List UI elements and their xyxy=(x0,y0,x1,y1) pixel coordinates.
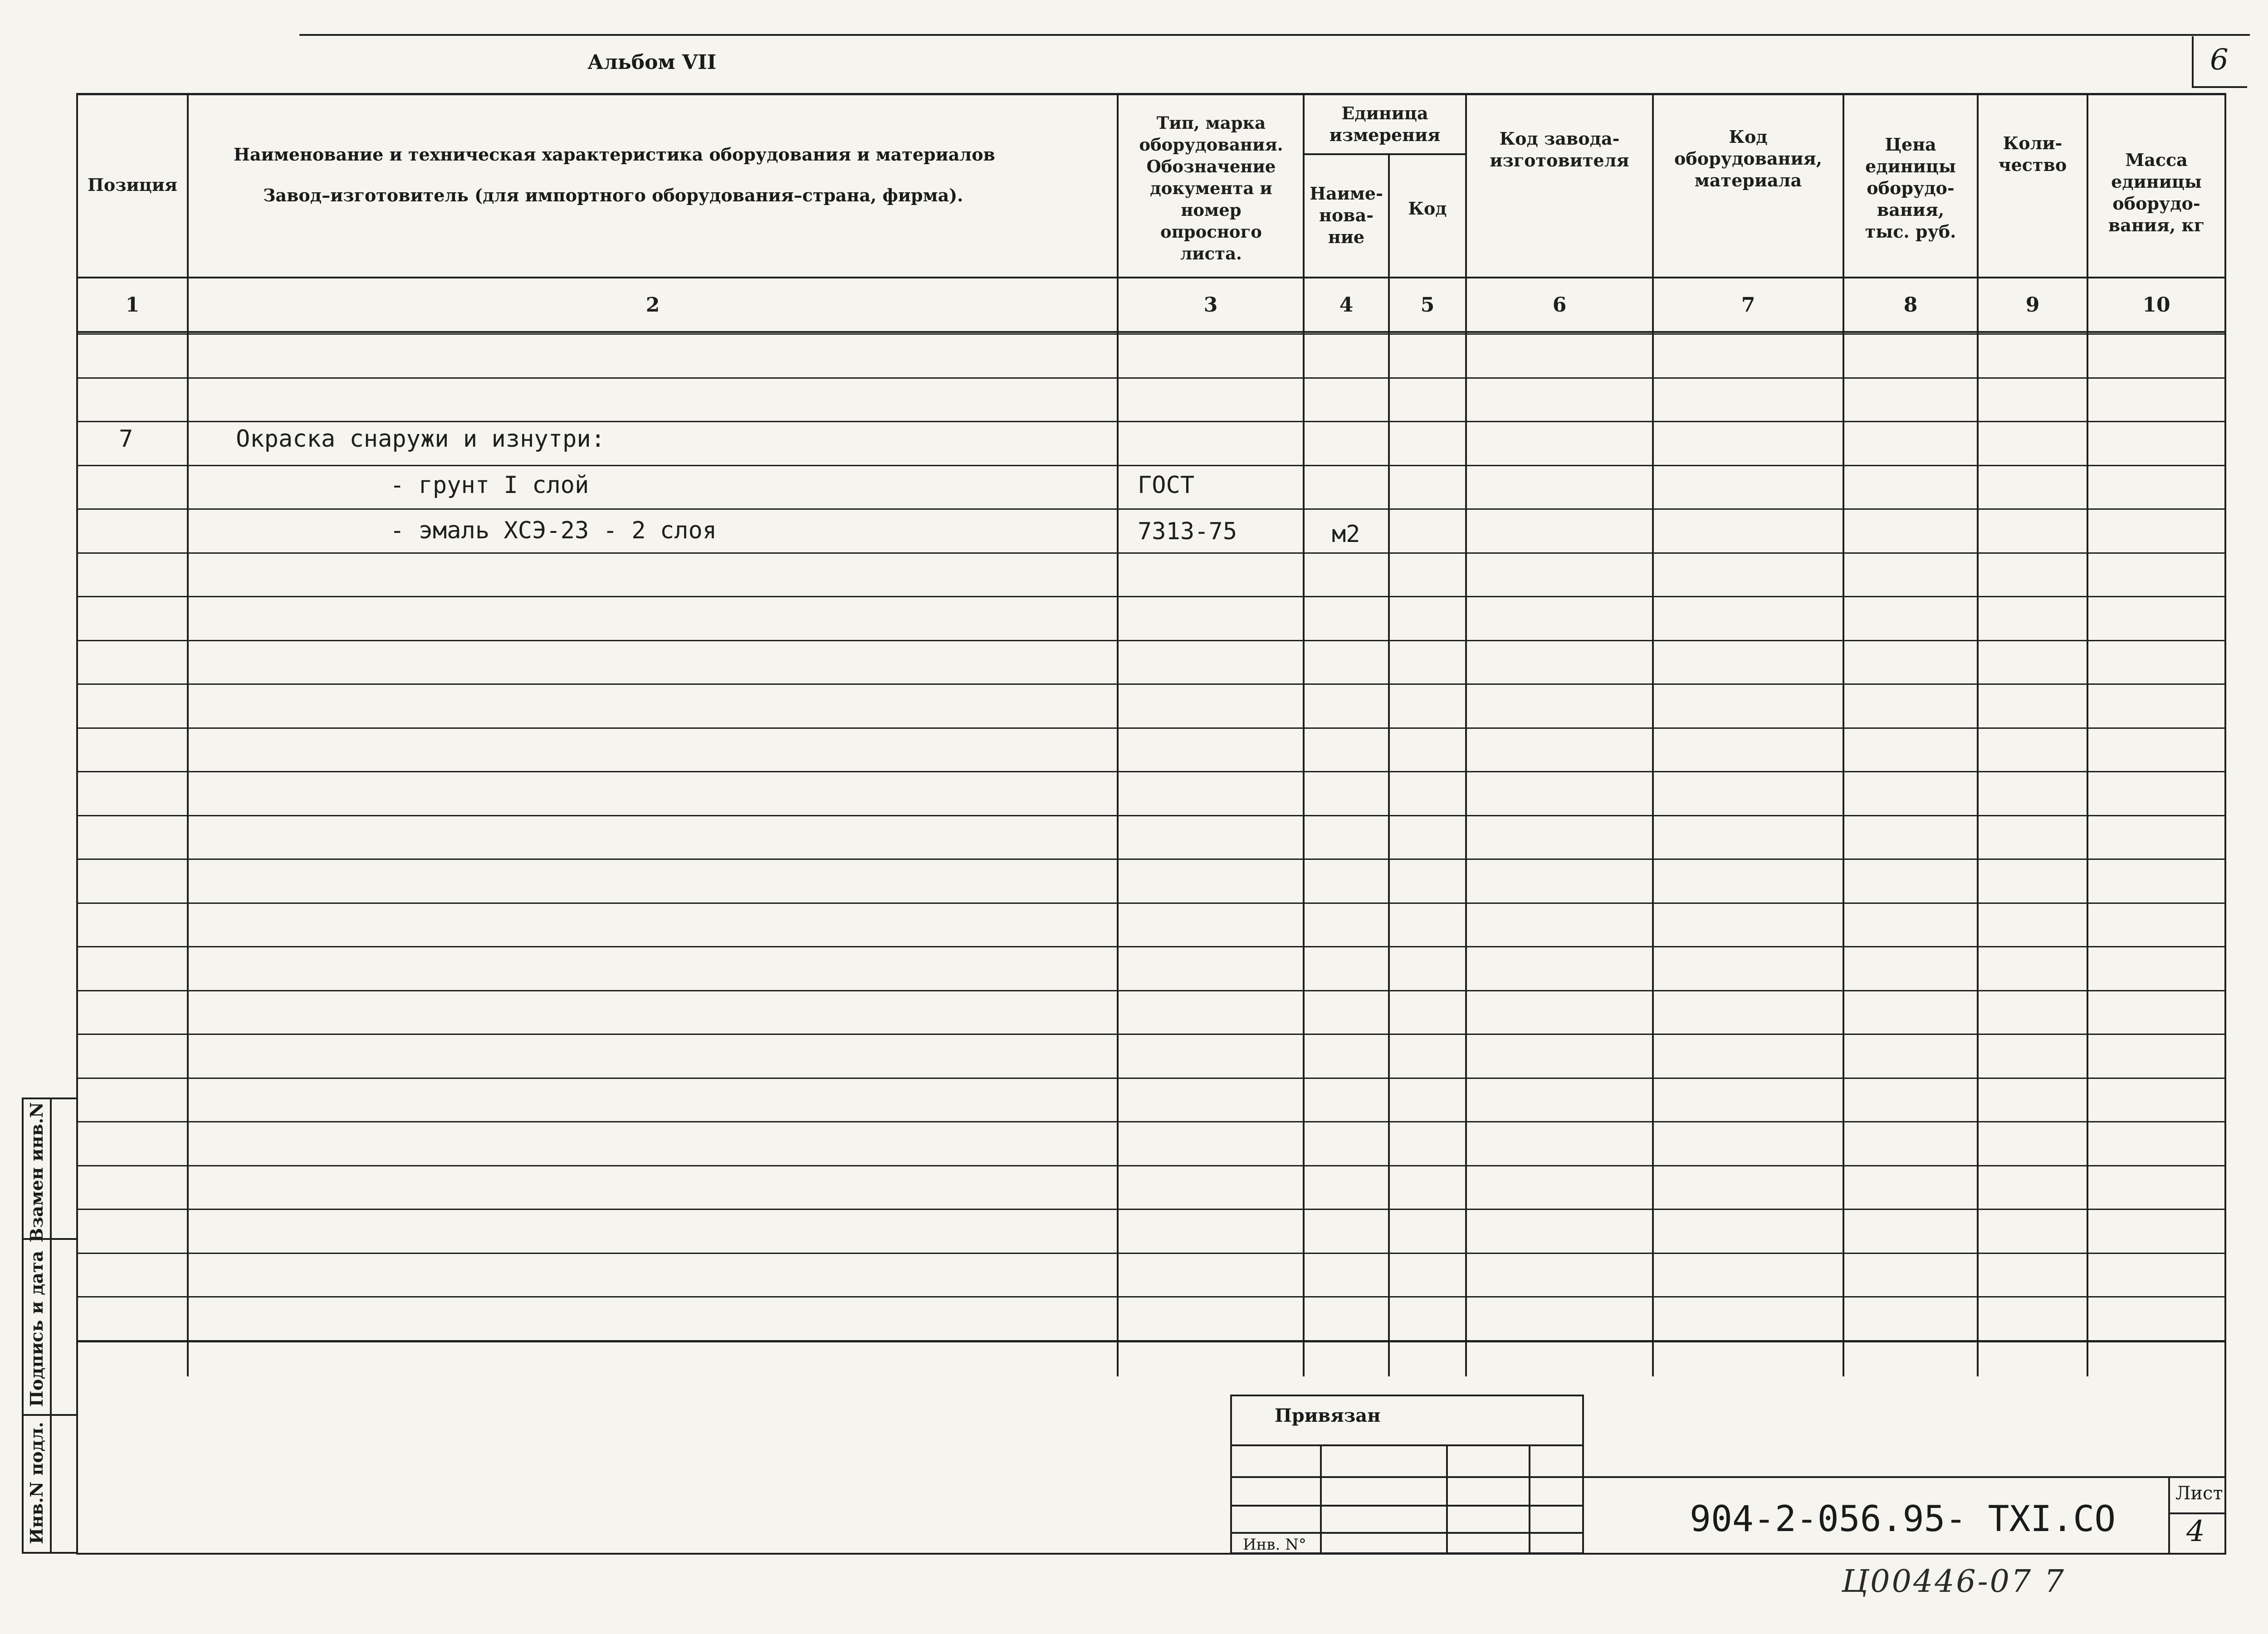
row-3-name: - эмаль ХСЭ-23 - 2 слоя xyxy=(390,517,717,544)
row-line xyxy=(76,1209,2226,1210)
col-number-4: 4 xyxy=(1339,293,1354,317)
row-2-type: ГОСТ xyxy=(1138,472,1195,499)
row-line xyxy=(76,1121,2226,1122)
row-line xyxy=(76,1165,2226,1166)
row-line xyxy=(76,465,2226,466)
header-equipment-code: Код оборудования, материала xyxy=(1674,127,1822,190)
col-number-7: 7 xyxy=(1741,293,1755,317)
row-3-type: 7313-75 xyxy=(1138,518,1237,545)
side-label-sign-date: Подпись и дата xyxy=(26,1250,47,1407)
header-unit-code: Код xyxy=(1408,198,1447,219)
row-3-unit: м2 xyxy=(1332,521,1360,548)
header-type-mark: Тип, марка оборудования. Обозначение документа и номер опросного листа. xyxy=(1139,113,1283,263)
archive-number: Ц00446-07 7 xyxy=(1842,1564,2066,1600)
row-line xyxy=(76,640,2226,641)
sheet-cell-left xyxy=(2168,1476,2170,1554)
sheet-number: 4 xyxy=(2186,1515,2205,1548)
side-label-inv-orig: Инв.N подл. xyxy=(26,1422,47,1544)
col-number-3: 3 xyxy=(1203,293,1218,317)
page-corner-number: 6 xyxy=(2210,43,2229,77)
unit-group-divider xyxy=(1303,153,1467,155)
row-line xyxy=(76,683,2226,685)
row-1-name: Окраска снаружи и изнутри: xyxy=(236,425,605,453)
stamp-inv-label: Инв. N° xyxy=(1243,1536,1306,1554)
stamp-line-3 xyxy=(1230,1505,1584,1507)
row-line xyxy=(76,1296,2226,1297)
side-divider-vertical xyxy=(50,1097,52,1554)
row-line xyxy=(76,902,2226,904)
stamp-line-4 xyxy=(1230,1532,1584,1534)
album-label: Альбом VII xyxy=(587,51,717,74)
header-unit-name: Наиме-нова-ние xyxy=(1310,183,1383,247)
row-line xyxy=(76,1034,2226,1035)
row-2-name: - грунт I слой xyxy=(390,472,589,499)
col-number-1: 1 xyxy=(125,293,140,317)
top-border-line xyxy=(299,34,2250,36)
col-number-2: 2 xyxy=(645,293,660,317)
row-line xyxy=(76,727,2226,729)
stamp-line-2 xyxy=(1230,1476,1584,1478)
bottom-border xyxy=(76,1553,2226,1555)
binding-label: Привязан xyxy=(1275,1405,1381,1426)
header-unit-group: Единица измерения xyxy=(1329,103,1441,145)
row-line xyxy=(76,1340,2226,1342)
row-line xyxy=(76,946,2226,947)
row-line xyxy=(76,421,2226,422)
row-line xyxy=(76,377,2226,379)
row-line xyxy=(76,552,2226,554)
row-line xyxy=(76,815,2226,816)
row-line xyxy=(76,596,2226,597)
row-line xyxy=(76,508,2226,510)
code-cell-top xyxy=(1584,1476,2226,1478)
header-unit-price: Цена единицы оборудо-вания, тыс. руб. xyxy=(1865,134,1956,242)
row-line xyxy=(76,1078,2226,1079)
header-factory-code: Код завода-изготовителя xyxy=(1490,128,1629,171)
col-divider-4 xyxy=(1388,154,1390,1376)
header-name-line1: Наименование и техническая характеристика оборудования и материалов xyxy=(234,144,995,165)
row-line xyxy=(76,333,2226,335)
row-1-position: 7 xyxy=(119,425,133,453)
header-quantity: Коли-чество xyxy=(1998,133,2067,175)
header-unit-mass: Масса единицы оборудо-вания, кг xyxy=(2108,150,2205,235)
col-number-8: 8 xyxy=(1903,293,1918,317)
stamp-line-1 xyxy=(1230,1444,1584,1446)
col-number-6: 6 xyxy=(1552,293,1567,317)
row-line xyxy=(76,990,2226,991)
row-line xyxy=(76,1253,2226,1254)
col-number-10: 10 xyxy=(2142,293,2170,317)
header-position: Позиция xyxy=(88,174,177,195)
stamp-vline-2 xyxy=(1446,1444,1448,1554)
stamp-vline-1 xyxy=(1320,1444,1322,1554)
sheet-label: Лист xyxy=(2175,1483,2223,1504)
row-line xyxy=(76,771,2226,772)
sheet-cell-divider xyxy=(2168,1512,2226,1514)
col-number-5: 5 xyxy=(1420,293,1435,317)
col-number-9: 9 xyxy=(2025,293,2040,317)
header-name-line2: Завод–изготовитель (для импортного оборудования–страна, фирма). xyxy=(263,185,963,205)
table-right-border xyxy=(2224,93,2226,1554)
document-code: 904-2-056.95- ТХI.СО xyxy=(1690,1499,2116,1540)
stamp-vline-3 xyxy=(1529,1444,1530,1554)
side-label-swap: Взамен инв.N xyxy=(26,1102,47,1243)
row-line xyxy=(76,858,2226,860)
